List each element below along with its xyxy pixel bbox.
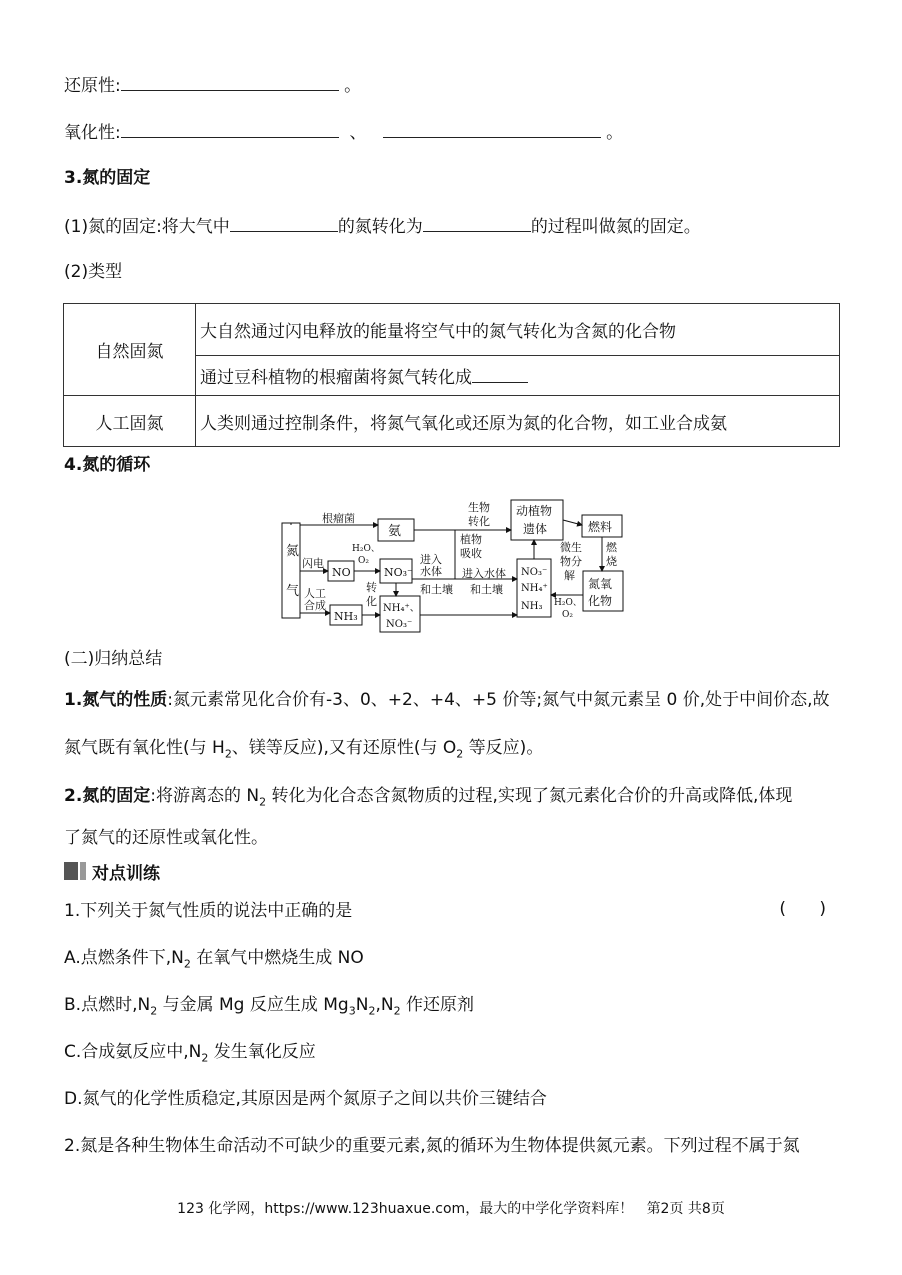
h2o-o2-b-label-1: H₂O、 <box>554 598 582 608</box>
natural-fixation-cell: 自然固氮 <box>64 304 196 396</box>
reducing-fill-line <box>64 72 361 98</box>
h2o-o2-label-2: O₂ <box>358 556 369 566</box>
summary-p2-line2: 了氮气的还原性或氧化性。 <box>64 828 268 848</box>
summary-p1-line1 <box>64 688 830 712</box>
blank <box>383 119 601 138</box>
nitrogen-gas-box <box>282 523 300 618</box>
question-1: 1.下列关于氮气性质的说法中正确的是 <box>64 901 353 921</box>
p1-b2: 、镁等反应),又有还原性(与 O <box>231 738 457 758</box>
def-prefix: (1)氮的固定:将大气中 <box>64 217 230 237</box>
nh3-label: NH₃ <box>334 610 358 623</box>
nitrogen-cycle-diagram <box>280 495 625 635</box>
and-soil-label: 和土壤 <box>420 583 453 596</box>
period: 。 <box>606 123 624 143</box>
option-c-text: C.合成氨反应中,N <box>64 1042 202 1062</box>
h2o-o2-b-label-2: O₂ <box>562 610 573 620</box>
no-label: NO <box>332 566 351 579</box>
footer-site: 123 化学网，https://www.123huaxue.com，最大的中学化学资料库！ <box>177 1201 634 1217</box>
nitrogen-oxide-label-2: 化物 <box>588 594 613 608</box>
p2-a1: :将游离态的 N <box>150 786 260 806</box>
microbe-label-3: 解 <box>564 569 575 582</box>
section-marker-icon <box>80 862 86 880</box>
blank <box>423 213 531 232</box>
blank <box>472 364 528 383</box>
practice-section-bar <box>64 860 160 882</box>
nh4-no3-label-1: NH₄⁺、 <box>383 603 420 614</box>
footer-page-number: 第2页 共8页 <box>646 1201 725 1217</box>
remains-label-1: 动植物 <box>516 504 553 518</box>
p1-b3: 等反应)。 <box>463 738 544 758</box>
types-heading: (2)类型 <box>64 262 123 282</box>
microbe-label-2: 物分 <box>560 555 582 568</box>
option-b-text3: N <box>355 995 369 1015</box>
option-b[interactable]: B.点燃时$,N_2$ 与金属 Mg 反应生成 $Mg_3N_2,N_2$ 作还原剂 <box>64 995 474 1018</box>
fuel-label: 燃料 <box>588 520 613 534</box>
option-b-text4: ,N <box>375 995 394 1015</box>
cycle-heading: 4.氮的循环 <box>64 455 151 475</box>
nitrogen-oxide-label-1: 氮氧 <box>588 577 613 591</box>
natural-row2-text: 通过豆科植物的根瘤菌将氮气转化成 <box>200 368 472 388</box>
option-a-text2: 在氧气中燃烧生成 NO <box>190 948 364 968</box>
burn-label-1: 燃 <box>606 541 617 554</box>
fixation-heading: 3.氮的固定 <box>64 168 151 188</box>
natural-row2 <box>196 356 840 396</box>
question-2: 2.氮是各种生物体生命活动不可缺少的重要元素,氮的循环为生物体提供氮元素。下列过程不属于氮 <box>64 1136 800 1156</box>
def-suffix: 的过程叫做氮的固定。 <box>530 217 701 237</box>
def-mid: 的氮转化为 <box>337 217 423 237</box>
burn-label-2: 烧 <box>606 555 617 568</box>
transform-label-2: 化 <box>366 595 377 608</box>
no3-label: NO₃⁻ <box>384 566 413 579</box>
fixation-types-table <box>63 303 840 447</box>
natural-row1: 大自然通过闪电释放的能量将空气中的氮气转化为含氮的化合物 <box>196 304 840 356</box>
section-marker-icon <box>64 862 78 880</box>
pool-label-3: NH₃ <box>521 601 543 612</box>
answer-paren: ( ) <box>779 899 840 919</box>
summary-p2-line1: 2.氮的固定:将游离态的 $N_2$ 转化为化合态含氮物质的过程,实现了氮元素化合价的升高或降低,体现 <box>64 786 793 809</box>
oxidizing-label: 氧化性: <box>64 123 121 143</box>
p1-b1: 氮气既有氧化性(与 H <box>64 738 225 758</box>
summary-p1-line2: 氮气既有氧化性(与 $H_2$、镁等反应),又有还原性(与 $O_2$ 等反应)。 <box>64 738 544 761</box>
bio-transform-label-1: 生物 <box>468 501 490 514</box>
ammonia-label: 氨 <box>388 524 402 539</box>
p2-a2: 转化为化合态含氮物质的过程,实现了氮元素化合价的升高或降低,体现 <box>266 786 793 806</box>
reducing-label: 还原性: <box>64 76 121 96</box>
option-b-text5: 作还原剂 <box>400 995 474 1015</box>
pool-label-2: NH₄⁺ <box>521 583 548 594</box>
enter-water2-label: 进入水体 <box>462 567 506 580</box>
p1-a: :氮元素常见化合价有-3、0、+2、+4、+5 价等;氮气中氮元素呈 0 价,处于中间价态,故 <box>167 690 830 710</box>
artificial-row: 人类则通过控制条件，将氮气氧化或还原为氮的化合物，如工业合成氨 <box>196 396 840 447</box>
blank <box>121 72 339 91</box>
summary-heading: (二)归纳总结 <box>64 649 163 669</box>
plant-absorb-label-1: 植物 <box>460 533 482 546</box>
option-a-text: A.点燃条件下,N <box>64 948 184 968</box>
remains-label-2: 遗体 <box>523 522 548 536</box>
blank <box>230 213 338 232</box>
fixation-definition <box>64 213 701 239</box>
enter-water-label-2: 水体 <box>420 565 442 578</box>
plant-absorb-label-2: 吸收 <box>460 547 482 560</box>
and-soil2-label: 和土壤 <box>470 583 503 596</box>
nitrogen-gas-label-1: 氮 <box>286 544 300 559</box>
microbe-label-1: 微生 <box>560 541 582 554</box>
nh4-no3-label-2: NO₃⁻ <box>386 619 413 630</box>
p2-bold: 2.氮的固定 <box>64 786 151 806</box>
artificial-fixation-cell: 人工固氮 <box>64 396 196 447</box>
nitrogen-gas-label-2: 气 <box>286 584 300 599</box>
option-d[interactable]: D.氮气的化学性质稳定,其原因是两个氮原子之间以共价三键结合 <box>64 1089 547 1109</box>
oxidizing-fill-line <box>64 119 623 145</box>
option-c[interactable]: C.合成氨反应中$,N_2$ 发生氧化反应 <box>64 1042 316 1065</box>
root-bacteria-label: 根瘤菌 <box>322 512 355 525</box>
pool-label-1: NO₃⁻ <box>521 567 548 578</box>
p1-bold: 1.氮气的性质 <box>64 690 168 710</box>
artificial-synth-label-1: 人工 <box>304 587 326 600</box>
separator: 、 <box>349 123 367 143</box>
blank <box>121 119 339 138</box>
period: 。 <box>344 76 362 96</box>
practice-heading: 对点训练 <box>92 863 160 884</box>
bio-transform-label-2: 转化 <box>468 515 490 528</box>
artificial-synth-label-2: 合成 <box>304 599 326 612</box>
page-footer <box>0 1198 902 1218</box>
option-c-text2: 发生氧化反应 <box>208 1042 316 1062</box>
option-b-text: B.点燃时,N <box>64 995 151 1015</box>
option-a[interactable]: A.点燃条件下$,N_2$ 在氧气中燃烧生成 NO <box>64 948 364 971</box>
option-b-text2: 与金属 Mg 反应生成 Mg <box>157 995 349 1015</box>
h2o-o2-label-1: H₂O、 <box>352 544 380 554</box>
lightning-label: 闪电 <box>302 557 324 570</box>
transform-label-1: 转 <box>366 581 377 594</box>
enter-water-label-1: 进入 <box>420 553 442 566</box>
